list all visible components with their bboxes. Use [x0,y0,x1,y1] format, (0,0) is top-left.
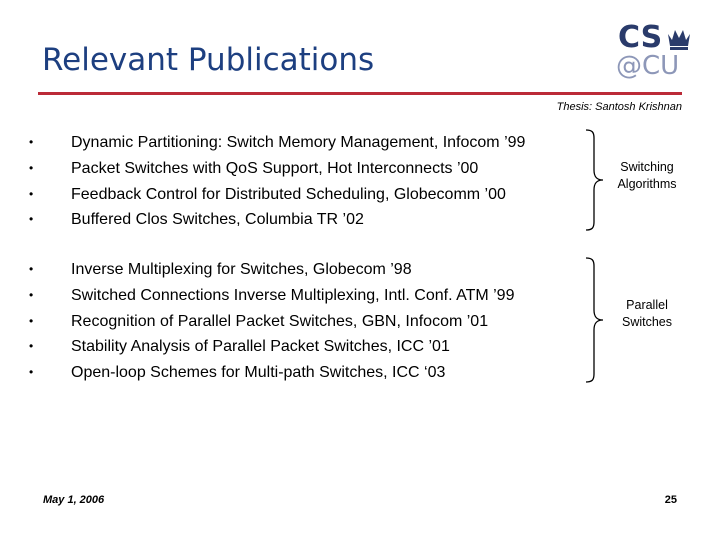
thesis-credit: Thesis: Santosh Krishnan [556,101,682,113]
pub-venue: Intl. Conf. ATM ’99 [384,286,515,304]
bullet-icon: • [29,135,34,149]
bullet-icon: • [29,160,34,175]
bullet-icon: • [29,262,34,276]
group-label-parallel [597,297,697,331]
pub-title: Switched Connections Inverse Multiplexing [71,286,376,304]
pub-venue: Infocom ’99 [442,134,526,151]
list-item: • Packet Switches with QoS Support, Hot Interconnects ’00 [29,156,525,182]
group-label-line: Algorithms [617,177,677,191]
logo-cu-text: @CU [616,51,680,81]
list-item: • Recognition of Parallel Packet Switches, GBN, Infocom ’01 [29,309,514,335]
pub-venue: ICC ’01 [396,338,450,356]
list-item: • Open-loop Schemes for Multi-path Switches, ICC ‘03 [29,360,514,386]
pub-title: Inverse Multiplexing for Switches [71,261,304,278]
pub-title: Packet Switches with QoS Support [71,159,319,177]
pub-venue: Hot Interconnects ’00 [327,159,479,177]
columbia-cs-logo [612,20,692,82]
pub-title: Dynamic Partitioning: Switch Memory Management [71,134,434,151]
pub-title: Open-loop Schemes for Multi-path Switches [71,364,384,382]
group-label-line: Switching [620,160,674,174]
pub-title: Recognition of Parallel Packet Switches [71,312,353,330]
pub-venue: ICC ‘03 [392,364,446,382]
pub-venue: Globecomm ’00 [393,185,506,203]
bullet-icon: • [29,287,34,302]
list-item: • Stability Analysis of Parallel Packet Switches, ICC ’01 [29,334,514,360]
list-item: • Inverse Multiplexing for Switches, Globecom ’98 [29,257,514,283]
pub-venue: GBN, Infocom ’01 [361,312,489,330]
list-item: • Buffered Clos Switches, Columbia TR ’02 [29,207,525,233]
pub-title: Feedback Control for Distributed Scheduling [71,185,385,203]
bullet-icon: • [29,313,34,328]
publication-list-switching [29,130,525,233]
pub-venue: Globecom ’98 [312,261,412,278]
bullet-icon: • [29,365,34,380]
list-item: • Dynamic Partitioning: Switch Memory Management, Infocom ’99 [29,130,525,156]
title-divider [38,92,682,95]
page-number: 25 [664,494,677,506]
slide-title: Relevant Publications [42,42,375,78]
pub-title: Stability Analysis of Parallel Packet Switches [71,338,388,356]
footer-date: May 1, 2006 [43,494,105,506]
group-label-line: Parallel [626,298,668,312]
crown-icon [665,26,693,52]
bullet-icon: • [29,212,34,227]
bullet-icon: • [29,339,34,354]
pub-title: Buffered Clos Switches [71,211,237,229]
bullet-icon: • [29,186,34,201]
list-item: • Switched Connections Inverse Multiplexing, Intl. Conf. ATM ’99 [29,283,514,309]
group-label-switching [597,159,697,193]
logo-cs-text: CS [618,20,663,55]
group-label-line: Switches [621,315,673,329]
pub-venue: Columbia TR ’02 [245,211,364,229]
publication-list-parallel [29,257,514,386]
list-item: • Feedback Control for Distributed Scheduling, Globecomm ’00 [29,182,525,208]
